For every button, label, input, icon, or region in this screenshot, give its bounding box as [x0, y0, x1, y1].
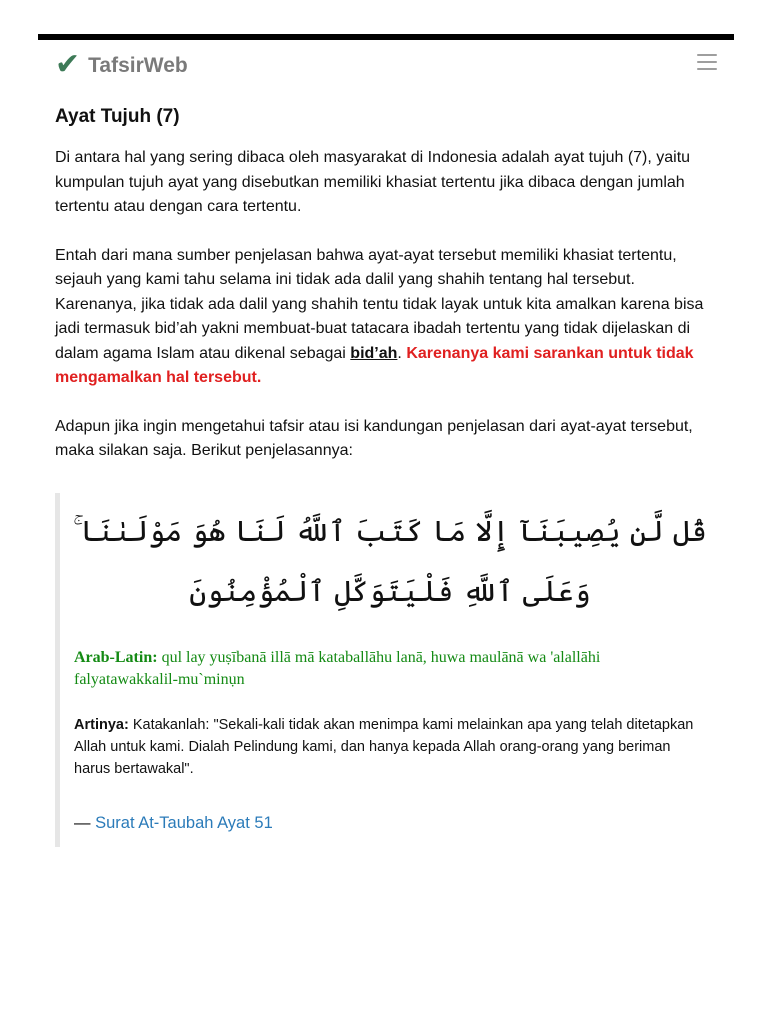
article-title: Ayat Tujuh (7): [55, 106, 180, 127]
surah-link[interactable]: Surat At-Taubah Ayat 51: [95, 814, 273, 832]
paragraph-invitation: Adapun jika ingin mengetahui tafsir atau isi kandungan penjelasan dari ayat-ayat tersebut, maka silakan saja. Berikut penjelasannya:: [55, 417, 693, 459]
latin-text: qul lay yuṣībanā illā mā kataballāhu lanā, huwa maulānā wa 'alallāhi falyatawakkalil-mu`minụn: [74, 649, 601, 688]
verse-source: [74, 812, 273, 834]
arabic-verse: قُل لَّن يُصِيبَنَآ إِلَّا مَا كَتَبَ ٱللَّهُ لَنَا هُوَ مَوْلَىٰنَا ۚ وَعَلَى ٱللَّهِ فَلْيَتَوَكَّلِ ٱلْمُؤْمِنُونَ: [73, 514, 707, 608]
menu-line: [697, 68, 717, 70]
site-header: [38, 40, 734, 92]
source-dash: —: [74, 814, 91, 832]
translation-text: Katakanlah: "Sekali-kali tidak akan menimpa kami melainkan apa yang telah ditetapkan Allah untuk kami. Dialah Pelindung kami, dan hanya kepada Allah orang-orang yang beriman harus bertawakal".: [74, 717, 694, 777]
menu-line: [697, 61, 717, 63]
article-content: [55, 104, 715, 464]
verse-translation: [74, 714, 704, 780]
translation-label: Artinya:: [74, 717, 129, 733]
paragraph-explanation: [55, 244, 715, 391]
warning-text: Karenanya kami sarankan untuk tidak mengamalkan hal tersebut.: [55, 344, 694, 386]
site-name: TafsirWeb: [88, 54, 188, 77]
latin-label: Arab-Latin:: [74, 649, 158, 666]
site-logo[interactable]: [55, 47, 188, 82]
paragraph-explanation-text: Entah dari mana sumber penjelasan bahwa ayat-ayat tersebut memiliki khasiat tertentu, sejauh yang kami tahu selama ini tidak ada dalil yang shahih tentang hal tersebut. Karenanya, jika tidak ada dalil yang shahih tentu tidak layak untuk kita amalkan karena bisa jadi termasuk bid’ah yakni membuat-buat tatacara ibadah tertentu yang tidak dijelaskan di dalam agama Islam atau dikenal sebagai: [55, 246, 704, 362]
hamburger-menu-icon[interactable]: [697, 54, 717, 74]
check-mark-icon: ✔: [55, 47, 81, 82]
paragraph-intro: Di antara hal yang sering dibaca oleh masyarakat di Indonesia adalah ayat tujuh (7), yaitu kumpulan tujuh ayat yang disebutkan memiliki khasiat tertentu jika dibaca dengan jumlah tertentu atau dengan cara tertentu.: [55, 149, 691, 215]
latin-transliteration: [74, 647, 704, 691]
paragraph-period: .: [397, 344, 402, 362]
verse-quote: [55, 493, 715, 847]
menu-line: [697, 54, 717, 56]
bidah-link[interactable]: bid’ah: [350, 344, 398, 362]
